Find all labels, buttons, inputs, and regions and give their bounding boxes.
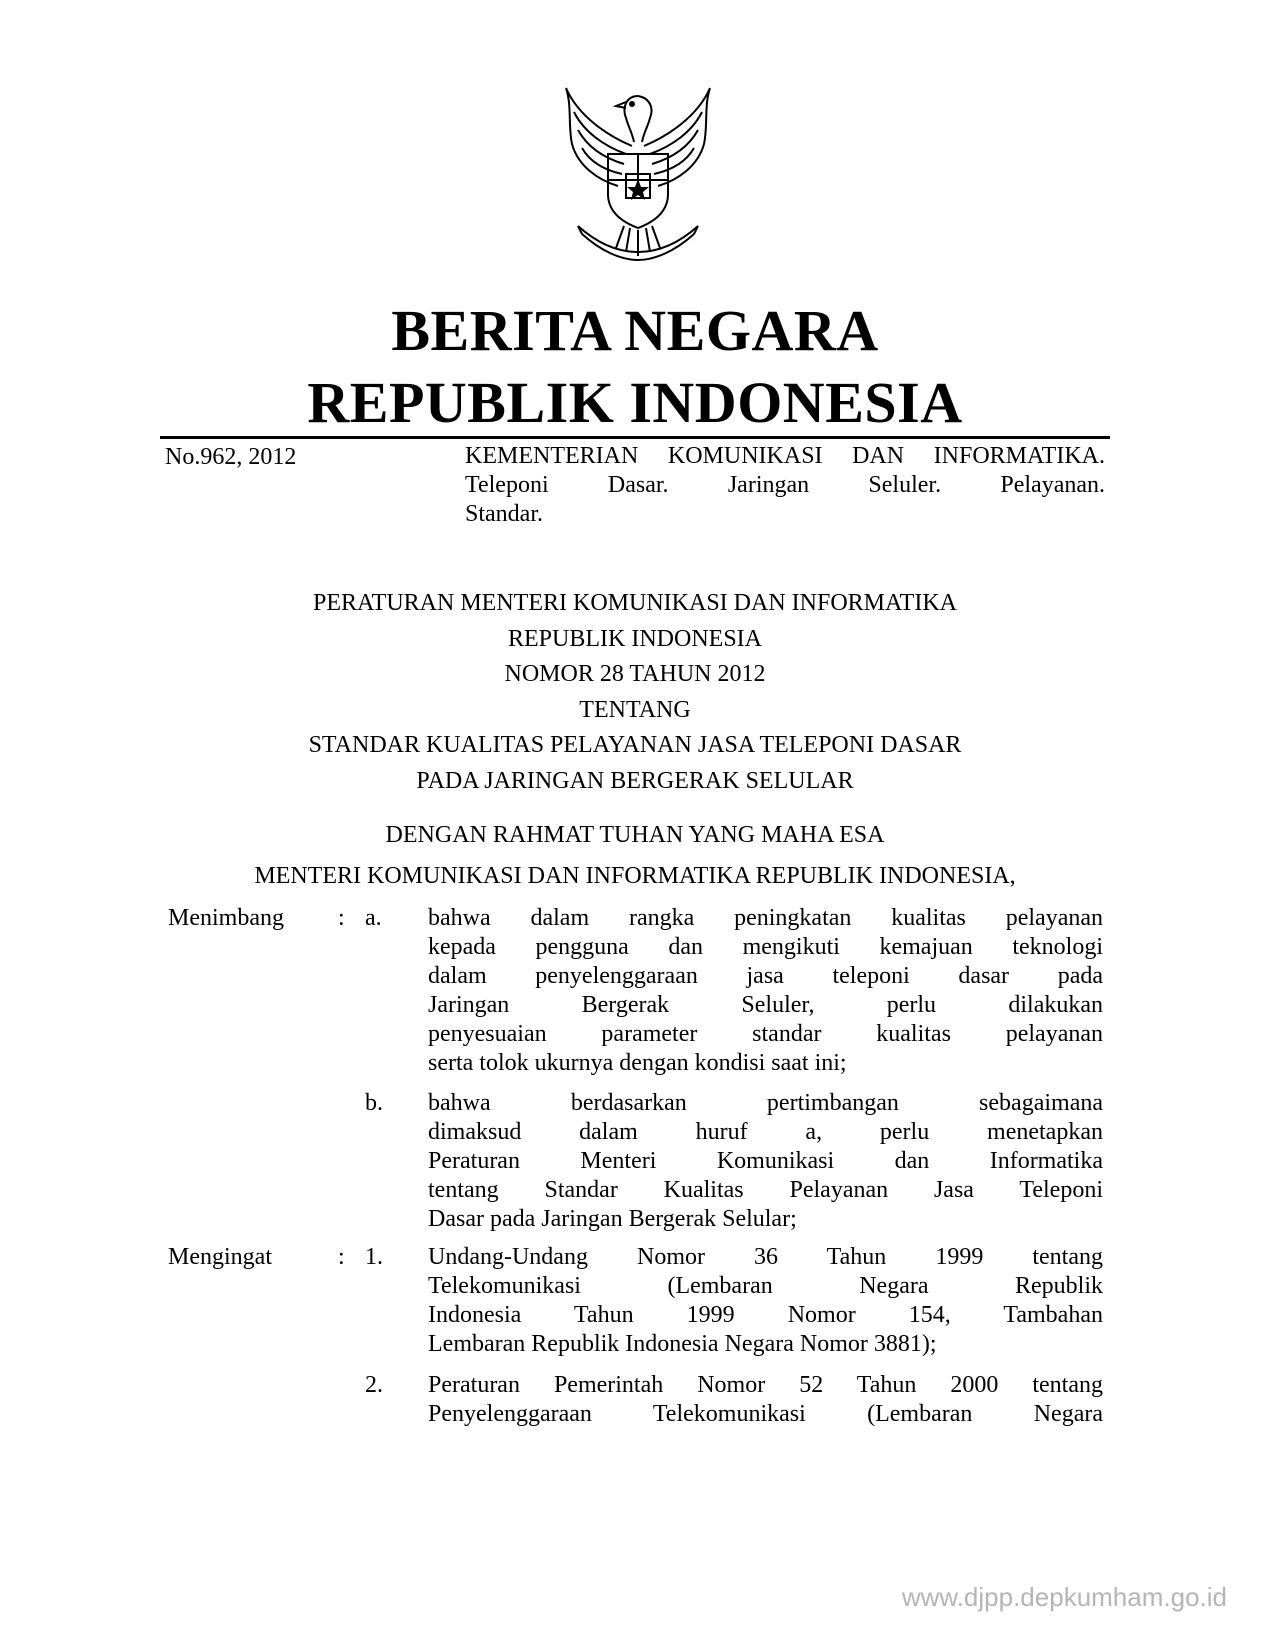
preamble-line: MENTERI KOMUNIKASI DAN INFORMATIKA REPUBLIK INDONESIA, bbox=[254, 863, 1016, 889]
menimbang-marker-a: a. bbox=[365, 905, 382, 931]
preamble-line: DENGAN RAHMAT TUHAN YANG MAHA ESA bbox=[385, 822, 885, 848]
menimbang-item-b bbox=[428, 1089, 1103, 1234]
mengingat-marker-2: 2. bbox=[365, 1372, 383, 1398]
text-line: penyesuaian parameter standar kualitas pelayanan bbox=[428, 1021, 1103, 1047]
issue-topic-line: Teleponi Dasar. Jaringan Seluler. Pelayanan. bbox=[465, 472, 1105, 498]
text-line: Dasar pada Jaringan Bergerak Selular; bbox=[428, 1206, 797, 1232]
text-line: Undang-Undang Nomor 36 Tahun 1999 tentang bbox=[428, 1244, 1103, 1270]
regulation-title-line: NOMOR 28 TAHUN 2012 bbox=[504, 661, 766, 687]
menimbang-marker-b: b. bbox=[365, 1090, 383, 1116]
menimbang-label: Menimbang bbox=[168, 905, 284, 931]
masthead-title: BERITA NEGARA bbox=[391, 298, 879, 363]
text-line: Jaringan Bergerak Seluler, perlu dilakukan bbox=[428, 992, 1103, 1018]
issue-topic-line: Standar. bbox=[465, 501, 543, 527]
text-line: Lembaran Republik Indonesia Negara Nomor 3881); bbox=[428, 1331, 937, 1357]
regulation-title-line: REPUBLIK INDONESIA bbox=[508, 625, 762, 652]
menimbang-item-a bbox=[428, 904, 1103, 1078]
regulation-title-line: PERATURAN MENTERI KOMUNIKASI DAN INFORMATIKA bbox=[312, 590, 957, 616]
issue-topic bbox=[465, 442, 1105, 529]
text-line: Penyelenggaraan Telekomunikasi (Lembaran Negara bbox=[428, 1401, 1103, 1427]
text-line: kepada pengguna dan mengikuti kemajuan teknologi bbox=[428, 934, 1103, 960]
text-line: dimaksud dalam huruf a, perlu menetapkan bbox=[428, 1119, 1103, 1145]
masthead-subtitle: REPUBLIK INDONESIA bbox=[307, 370, 963, 435]
garuda-emblem bbox=[538, 76, 738, 276]
mengingat-item-1 bbox=[428, 1243, 1103, 1359]
text-line: serta tolok ukurnya dengan kondisi saat ini; bbox=[428, 1050, 847, 1076]
mengingat-marker-1: 1. bbox=[365, 1244, 383, 1270]
text-line: Telekomunikasi (Lembaran Negara Republik bbox=[428, 1273, 1103, 1299]
mengingat-colon: : bbox=[338, 1244, 345, 1270]
text-line: Peraturan Pemerintah Nomor 52 Tahun 2000 tentang bbox=[428, 1372, 1103, 1398]
regulation-title-line: PADA JARINGAN BERGERAK SELULAR bbox=[416, 767, 854, 794]
text-line: tentang Standar Kualitas Pelayanan Jasa Teleponi bbox=[428, 1177, 1103, 1203]
text-line: Indonesia Tahun 1999 Nomor 154, Tambahan bbox=[428, 1302, 1103, 1328]
text-line: dalam penyelenggaraan jasa teleponi dasar pada bbox=[428, 963, 1103, 989]
regulation-title-line: STANDAR KUALITAS PELAYANAN JASA TELEPONI DASAR bbox=[308, 732, 962, 758]
mengingat-item-2 bbox=[428, 1371, 1103, 1429]
source-watermark: www.djpp.depkumham.go.id bbox=[901, 1582, 1227, 1612]
masthead-rule bbox=[160, 436, 1110, 439]
preamble bbox=[160, 816, 1110, 895]
issue-number: No.962, 2012 bbox=[165, 444, 297, 470]
text-line: Peraturan Menteri Komunikasi dan Informatika bbox=[428, 1148, 1103, 1174]
text-line: bahwa berdasarkan pertimbangan sebagaimana bbox=[428, 1090, 1103, 1116]
text-line: bahwa dalam rangka peningkatan kualitas pelayanan bbox=[428, 905, 1103, 931]
menimbang-colon: : bbox=[338, 905, 345, 931]
regulation-title bbox=[160, 586, 1110, 799]
issue-topic-line: KEMENTERIAN KOMUNIKASI DAN INFORMATIKA. bbox=[465, 443, 1105, 469]
mengingat-label: Mengingat bbox=[168, 1244, 272, 1270]
regulation-title-line: TENTANG bbox=[579, 696, 691, 723]
